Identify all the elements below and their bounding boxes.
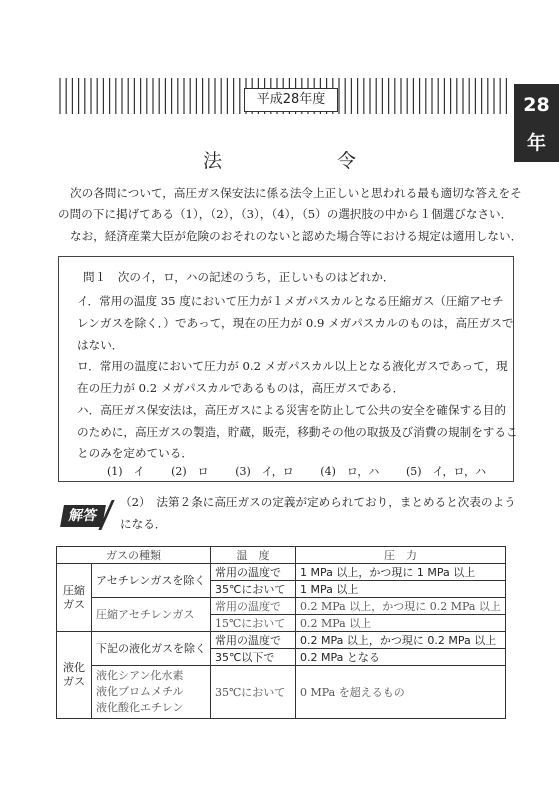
answer-choices: [107, 463, 509, 481]
kind-cell: 圧縮アセチレンガス: [92, 598, 211, 632]
statement-i-line: イ．常用の温度 35 度において圧力が１メガパスカルとなる圧縮ガス（圧縮アセチ: [77, 294, 504, 308]
page-title: 法 令: [202, 150, 404, 172]
choice-1: (1) イ: [107, 465, 145, 478]
statement-ro-line: 在の圧力が 0.2 メガパスカルであるものは，高圧ガスである．: [77, 381, 405, 395]
temp-cell: 35℃において: [211, 666, 296, 719]
kind-cell: [92, 666, 211, 719]
answer-text-line-2: になる．: [120, 517, 167, 531]
table-row: [57, 666, 506, 719]
choice-5: (5) イ，ロ，ハ: [405, 465, 487, 478]
intro-line-2: の問の下に掲げてある（1），（2），（3），（4），（5）の選択肢の中から１個選びなさい．: [58, 207, 513, 221]
answer-badge: 解答: [60, 505, 106, 527]
kind-cell: 下記の液化ガスを除く: [92, 632, 211, 666]
question-box: [58, 256, 518, 482]
temp-cell: 常用の温度で: [211, 598, 296, 615]
pressure-cell: 0.2 MPa 以上，かつ現に 0.2 MPa 以上: [296, 598, 506, 615]
kind-cell: アセチレンガスを除く: [92, 564, 211, 598]
header-pressure: 圧 力: [296, 547, 506, 564]
table-row: [57, 598, 506, 615]
temp-cell: 35℃以下で: [211, 649, 296, 666]
header-temperature: 温 度: [211, 547, 296, 564]
statement-ha-line: のために，高圧ガスの製造，貯蔵，販売，移動その他の取扱及び消費の規制をするこ: [77, 425, 518, 439]
side-tab-char: 年: [526, 132, 546, 154]
statement-ha-line: とのみを定めている．: [77, 446, 193, 460]
statement-ha-line: ハ．高圧ガス保安法は，高圧ガスによる災害を防止して公共の安全を確保する目的: [77, 403, 506, 417]
compressed-gas-label: 圧縮 ガス: [57, 564, 92, 632]
pressure-cell: 0 MPa を超えるもの: [296, 666, 506, 719]
question-stem: 問１ 次のイ，ロ，ハの記述のうち，正しいものはどれか．: [83, 270, 395, 284]
pressure-cell: 0.2 MPa 以上: [296, 615, 506, 632]
temp-cell: 35℃において: [211, 581, 296, 598]
statement-ro-line: ロ．常用の温度において圧力が 0.2 メガパスカル以上となる液化ガスであって，現: [77, 359, 508, 373]
kind-line: 液化シアン化水素: [96, 669, 184, 682]
statement-i-line: レンガスを除く．）であって，現在の圧力が 0.9 メガパスカルのものは，高圧ガスで: [77, 316, 514, 330]
pressure-cell: 1 MPa 以上，かつ現に 1 MPa 以上: [296, 564, 506, 581]
temp-cell: 常用の温度で: [211, 564, 296, 581]
pressure-cell: 0.2 MPa 以上，かつ現に 0.2 MPa 以上: [296, 632, 506, 649]
intro-line-1: 次の各問について，高圧ガス保安法に係る法令上正しいと思われる最も適切な答えをそ: [70, 186, 522, 200]
table-row: [57, 632, 506, 649]
answer-text-line-1: （2） 法第２条に高圧ガスの定義が定められており，まとめると次表のよう: [120, 495, 516, 509]
table-row: [57, 564, 506, 581]
choice-2: (2) ロ: [171, 465, 209, 478]
year-label: 平成28年度: [244, 88, 338, 112]
pressure-cell: 1 MPa 以上: [296, 581, 506, 598]
header-gas-type: ガスの種類: [57, 547, 211, 564]
pressure-cell: 0.2 MPa となる: [296, 649, 506, 666]
liquefied-gas-label: 液化 ガス: [57, 632, 92, 719]
temp-cell: 常用の温度で: [211, 632, 296, 649]
kind-line: 液化ブロムメチル: [96, 685, 184, 698]
temp-cell: 15℃において: [211, 615, 296, 632]
choice-4: (4) ロ，ハ: [320, 465, 380, 478]
choice-3: (3) イ，ロ: [235, 465, 294, 478]
kind-line: 液化酸化エチレン: [96, 701, 184, 714]
side-tab-number: 28: [523, 94, 550, 116]
intro-line-3: なお，経済産業大臣が危険のおそれのないと認めた場合等における規定は適用しない．: [70, 229, 523, 243]
gas-definition-table: [56, 546, 506, 719]
table-header-row: [57, 547, 506, 564]
statement-i-line: はない．: [77, 338, 124, 352]
